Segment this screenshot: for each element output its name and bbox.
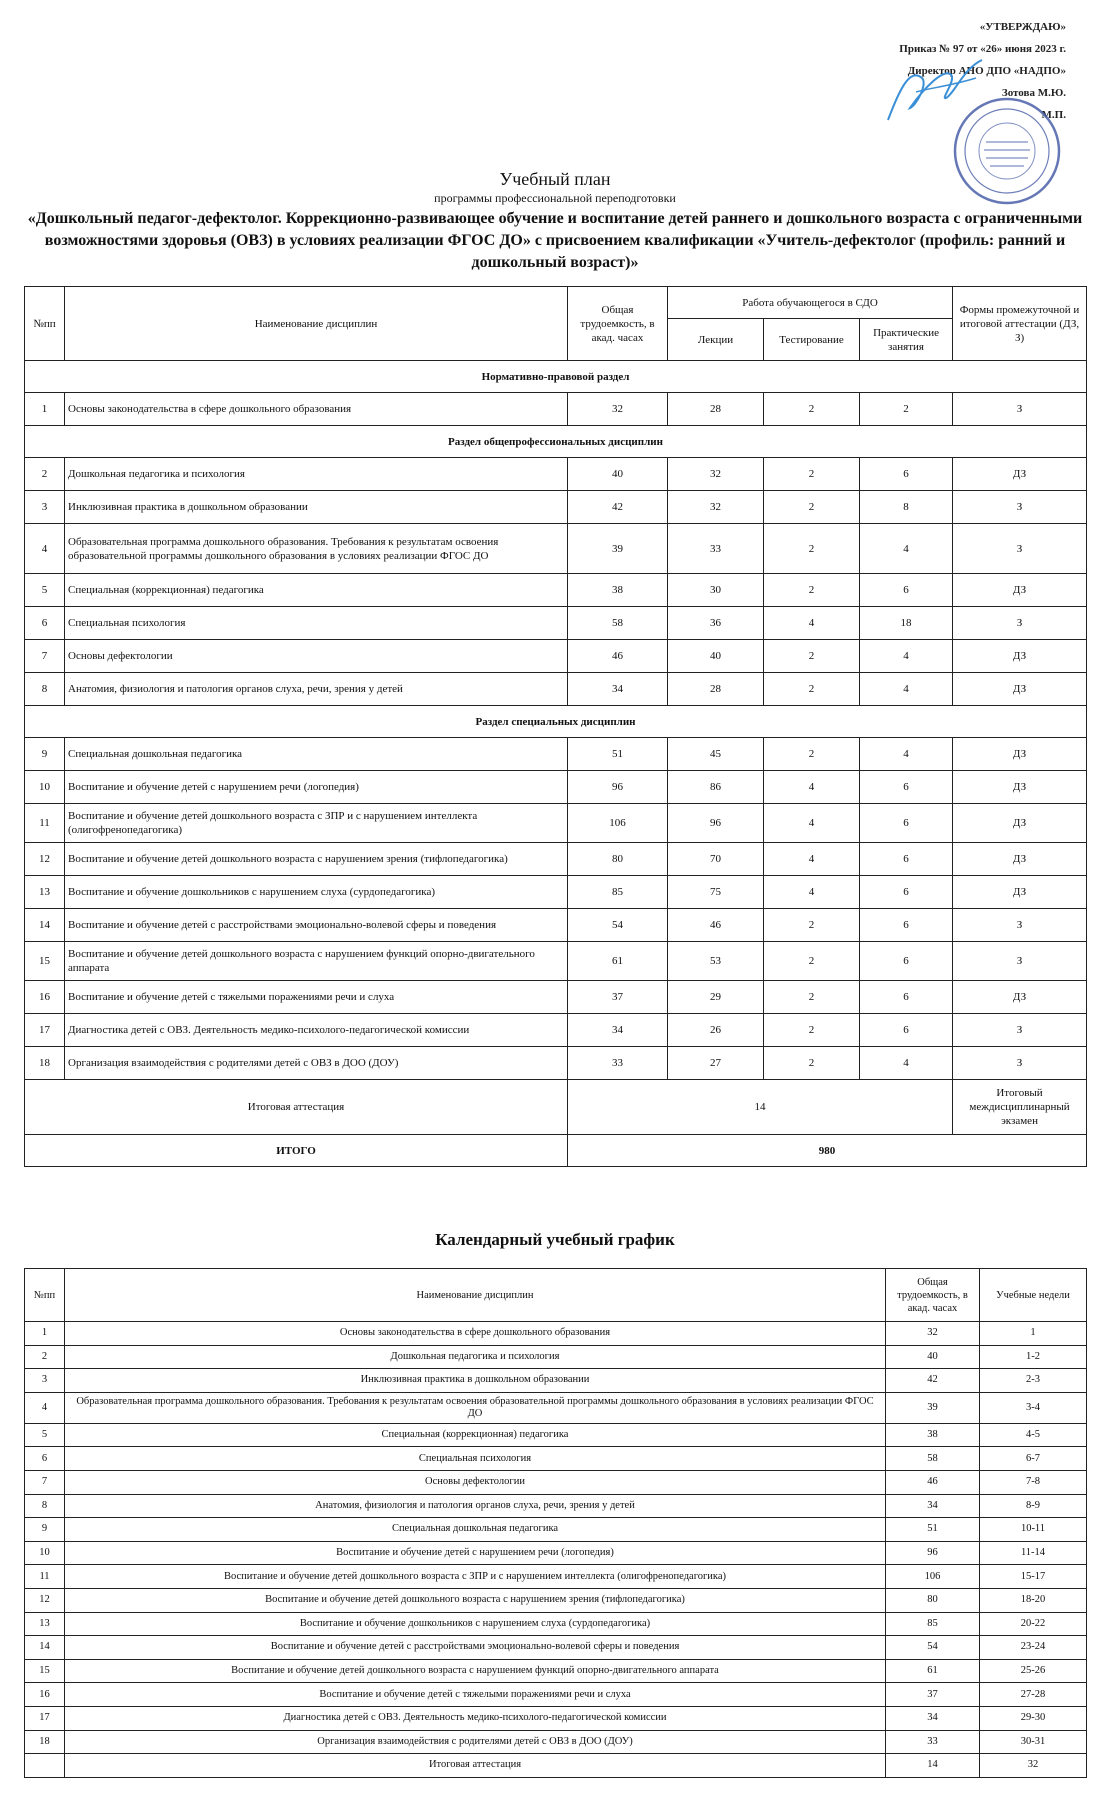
col-lectures-header: Лекции: [668, 319, 764, 361]
row-practice: 4: [860, 673, 953, 706]
final-hours: 14: [568, 1080, 953, 1135]
col-sdo-header: Работа обучающегося в СДО: [668, 287, 953, 319]
row-num: [25, 1754, 65, 1778]
row-name: Организация взаимодействия с родителями детей с ОВЗ в ДОО (ДОУ): [65, 1730, 886, 1754]
row-lectures: 30: [668, 574, 764, 607]
table-row: [25, 1541, 1087, 1565]
row-practice: 4: [860, 524, 953, 574]
row-practice: 6: [860, 876, 953, 909]
row-form: ДЗ: [953, 876, 1087, 909]
row-name: Основы законодательства в сфере дошкольного образования: [65, 1322, 886, 1346]
row-hours: 54: [886, 1636, 980, 1660]
row-weeks: 8-9: [980, 1494, 1087, 1518]
row-num: 2: [25, 1345, 65, 1369]
row-name: Инклюзивная практика в дошкольном образовании: [65, 1369, 886, 1393]
row-weeks: 4-5: [980, 1423, 1087, 1447]
row-practice: 4: [860, 640, 953, 673]
row-num: 1: [25, 393, 65, 426]
col-testing-header: Тестирование: [764, 319, 860, 361]
row-name: Специальная (коррекционная) педагогика: [65, 574, 568, 607]
row-name: Анатомия, физиология и патология органов слуха, речи, зрения у детей: [65, 1494, 886, 1518]
row-testing: 2: [764, 1014, 860, 1047]
row-lectures: 29: [668, 981, 764, 1014]
table-row: [25, 738, 1087, 771]
row-weeks: 27-28: [980, 1683, 1087, 1707]
row-hours: 46: [886, 1470, 980, 1494]
row-num: 13: [25, 1612, 65, 1636]
row-hours: 33: [886, 1730, 980, 1754]
table-row: [25, 1447, 1087, 1471]
row-hours: 40: [886, 1345, 980, 1369]
table-row: [25, 1730, 1087, 1754]
row-name: Организация взаимодействия с родителями детей с ОВЗ в ДОО (ДОУ): [65, 1047, 568, 1080]
total-label: ИТОГО: [25, 1135, 568, 1167]
row-hours: 32: [886, 1322, 980, 1346]
final-attestation-row: [25, 1754, 1087, 1778]
row-hours: 85: [886, 1612, 980, 1636]
row-testing: 2: [764, 524, 860, 574]
row-hours: 96: [886, 1541, 980, 1565]
row-lectures: 26: [668, 1014, 764, 1047]
row-testing: 2: [764, 738, 860, 771]
document-header: [24, 168, 1086, 274]
section-heading: Нормативно-правовой раздел: [25, 361, 1087, 393]
row-name: Итоговая аттестация: [65, 1754, 886, 1778]
row-num: 4: [25, 524, 65, 574]
row-testing: 4: [764, 843, 860, 876]
table-row: [25, 804, 1087, 843]
row-num: 2: [25, 458, 65, 491]
row-num: 13: [25, 876, 65, 909]
row-name: Воспитание и обучение дошкольников с нарушением слуха (сурдопедагогика): [65, 1612, 886, 1636]
row-form: ДЗ: [953, 673, 1087, 706]
section-heading: Раздел специальных дисциплин: [25, 706, 1087, 738]
row-testing: 2: [764, 574, 860, 607]
row-lectures: 70: [668, 843, 764, 876]
row-num: 10: [25, 1541, 65, 1565]
total-row: [25, 1135, 1087, 1167]
row-num: 9: [25, 738, 65, 771]
row-num: 15: [25, 1659, 65, 1683]
row-testing: 4: [764, 607, 860, 640]
row-num: 6: [25, 607, 65, 640]
row-lectures: 45: [668, 738, 764, 771]
row-hours: 106: [568, 804, 668, 843]
approval-name: Зотова М.Ю.: [1001, 87, 1066, 99]
row-form: З: [953, 393, 1087, 426]
row-name: Воспитание и обучение детей с нарушением речи (логопедия): [65, 771, 568, 804]
row-testing: 4: [764, 804, 860, 843]
row-form: ДЗ: [953, 804, 1087, 843]
row-name: Воспитание и обучение детей дошкольного возраста с нарушением функций опорно-двигательного аппарата: [65, 942, 568, 981]
row-name: Специальная психология: [65, 1447, 886, 1471]
row-num: 3: [25, 491, 65, 524]
row-hours: 42: [568, 491, 668, 524]
row-hours: 106: [886, 1565, 980, 1589]
row-testing: 2: [764, 942, 860, 981]
table-row: [25, 1470, 1087, 1494]
row-practice: 4: [860, 738, 953, 771]
row-num: 11: [25, 804, 65, 843]
row-weeks: 1: [980, 1322, 1087, 1346]
row-form: ДЗ: [953, 843, 1087, 876]
row-weeks: 23-24: [980, 1636, 1087, 1660]
row-num: 14: [25, 909, 65, 942]
final-attestation-row: [25, 1080, 1087, 1135]
row-weeks: 15-17: [980, 1565, 1087, 1589]
sched-col-name-header: Наименование дисциплин: [65, 1269, 886, 1322]
row-practice: 6: [860, 843, 953, 876]
row-num: 18: [25, 1730, 65, 1754]
row-name: Воспитание и обучение детей с расстройствами эмоционально-волевой сферы и поведения: [65, 909, 568, 942]
row-practice: 6: [860, 771, 953, 804]
col-num-header: №пп: [25, 287, 65, 361]
row-weeks: 20-22: [980, 1612, 1087, 1636]
row-hours: 39: [568, 524, 668, 574]
approval-mp: М.П.: [1041, 109, 1066, 121]
row-hours: 96: [568, 771, 668, 804]
table-row: [25, 524, 1087, 574]
document-subtitle: программы профессиональной переподготовки: [434, 191, 676, 205]
row-hours: 58: [568, 607, 668, 640]
row-lectures: 32: [668, 458, 764, 491]
row-name: Воспитание и обучение детей дошкольного возраста с ЗПР и с нарушением интеллекта (олигофренопедагогика): [65, 804, 568, 843]
row-lectures: 32: [668, 491, 764, 524]
table-row: [25, 1014, 1087, 1047]
table-row: [25, 1659, 1087, 1683]
row-testing: 2: [764, 981, 860, 1014]
row-num: 5: [25, 574, 65, 607]
row-practice: 4: [860, 1047, 953, 1080]
total-hours: 980: [568, 1135, 1087, 1167]
row-testing: 2: [764, 458, 860, 491]
row-name: Воспитание и обучение детей с нарушением речи (логопедия): [65, 1541, 886, 1565]
row-name: Воспитание и обучение детей с тяжелыми поражениями речи и слуха: [65, 981, 568, 1014]
row-form: ДЗ: [953, 574, 1087, 607]
table-row: [25, 1494, 1087, 1518]
row-lectures: 36: [668, 607, 764, 640]
final-label: Итоговая аттестация: [25, 1080, 568, 1135]
row-form: З: [953, 491, 1087, 524]
row-practice: 6: [860, 804, 953, 843]
table-row: [25, 1392, 1087, 1423]
row-num: 11: [25, 1565, 65, 1589]
row-hours: 80: [886, 1588, 980, 1612]
row-num: 12: [25, 1588, 65, 1612]
row-hours: 34: [568, 1014, 668, 1047]
row-practice: 6: [860, 1014, 953, 1047]
sched-col-num-header: №пп: [25, 1269, 65, 1322]
row-form: З: [953, 524, 1087, 574]
table-row: [25, 458, 1087, 491]
row-hours: 80: [568, 843, 668, 876]
row-hours: 51: [886, 1518, 980, 1542]
row-lectures: 53: [668, 942, 764, 981]
table-row: [25, 1565, 1087, 1589]
row-testing: 4: [764, 876, 860, 909]
row-num: 16: [25, 1683, 65, 1707]
row-testing: 4: [764, 771, 860, 804]
sched-col-hours-header: Общая трудоемкость, в акад. часах: [886, 1269, 980, 1322]
row-form: ДЗ: [953, 458, 1087, 491]
row-hours: 42: [886, 1369, 980, 1393]
row-num: 4: [25, 1392, 65, 1423]
row-hours: 14: [886, 1754, 980, 1778]
row-practice: 6: [860, 942, 953, 981]
row-weeks: 29-30: [980, 1706, 1087, 1730]
row-hours: 54: [568, 909, 668, 942]
row-num: 8: [25, 673, 65, 706]
row-lectures: 46: [668, 909, 764, 942]
row-form: ДЗ: [953, 640, 1087, 673]
table-row: [25, 981, 1087, 1014]
row-num: 8: [25, 1494, 65, 1518]
row-lectures: 75: [668, 876, 764, 909]
row-form: З: [953, 942, 1087, 981]
row-name: Воспитание и обучение дошкольников с нарушением слуха (сурдопедагогика): [65, 876, 568, 909]
row-weeks: 18-20: [980, 1588, 1087, 1612]
row-hours: 51: [568, 738, 668, 771]
row-hours: 34: [886, 1494, 980, 1518]
table-row: [25, 640, 1087, 673]
approval-order: Приказ № 97 от «26» июня 2023 г.: [899, 43, 1066, 55]
row-form: ДЗ: [953, 738, 1087, 771]
row-hours: 85: [568, 876, 668, 909]
table-row: [25, 673, 1087, 706]
row-name: Воспитание и обучение детей дошкольного возраста с ЗПР и с нарушением интеллекта (олигофренопедагогика): [65, 1565, 886, 1589]
row-form: ДЗ: [953, 771, 1087, 804]
row-weeks: 11-14: [980, 1541, 1087, 1565]
row-name: Специальная дошкольная педагогика: [65, 738, 568, 771]
row-weeks: 10-11: [980, 1518, 1087, 1542]
row-weeks: 2-3: [980, 1369, 1087, 1393]
row-weeks: 25-26: [980, 1659, 1087, 1683]
row-testing: 2: [764, 673, 860, 706]
row-testing: 2: [764, 640, 860, 673]
row-practice: 6: [860, 574, 953, 607]
table-row: [25, 771, 1087, 804]
col-forms-header: Формы промежуточной и итоговой аттестации (ДЗ, З): [953, 287, 1087, 361]
row-testing: 2: [764, 1047, 860, 1080]
row-form: З: [953, 607, 1087, 640]
section-heading: Раздел общепрофессиональных дисциплин: [25, 426, 1087, 458]
row-weeks: 32: [980, 1754, 1087, 1778]
table-row: [25, 393, 1087, 426]
row-testing: 2: [764, 491, 860, 524]
row-practice: 2: [860, 393, 953, 426]
row-practice: 8: [860, 491, 953, 524]
row-name: Основы дефектологии: [65, 640, 568, 673]
row-hours: 32: [568, 393, 668, 426]
sched-col-weeks-header: Учебные недели: [980, 1269, 1087, 1322]
row-num: 1: [25, 1322, 65, 1346]
table-row: [25, 1518, 1087, 1542]
program-title: «Дошкольный педагог-дефектолог. Коррекционно-развивающее обучение и воспитание детей раннего и дошкольного возраста с ограниченными возможностями здоровья (ОВЗ) в условиях реализации ФГОС ДО» с присвоением квалификации «Учитель-дефектолог (профиль: ранний и дошкольный возраст)»: [27, 210, 1083, 271]
row-practice: 18: [860, 607, 953, 640]
table-row: [25, 876, 1087, 909]
row-name: Диагностика детей с ОВЗ. Деятельность медико-психолого-педагогической комиссии: [65, 1706, 886, 1730]
row-num: 7: [25, 1470, 65, 1494]
table-row: [25, 1322, 1087, 1346]
row-name: Воспитание и обучение детей с тяжелыми поражениями речи и слуха: [65, 1683, 886, 1707]
row-name: Инклюзивная практика в дошкольном образовании: [65, 491, 568, 524]
table-row: [25, 1369, 1087, 1393]
row-num: 18: [25, 1047, 65, 1080]
row-num: 7: [25, 640, 65, 673]
row-num: 10: [25, 771, 65, 804]
row-name: Диагностика детей с ОВЗ. Деятельность медико-психолого-педагогической комиссии: [65, 1014, 568, 1047]
row-lectures: 96: [668, 804, 764, 843]
row-lectures: 40: [668, 640, 764, 673]
col-name-header: Наименование дисциплин: [65, 287, 568, 361]
table-row: [25, 1612, 1087, 1636]
row-num: 15: [25, 942, 65, 981]
row-num: 17: [25, 1014, 65, 1047]
row-weeks: 7-8: [980, 1470, 1087, 1494]
row-name: Воспитание и обучение детей дошкольного возраста с нарушением зрения (тифлопедагогика): [65, 1588, 886, 1612]
row-form: З: [953, 1047, 1087, 1080]
row-hours: 33: [568, 1047, 668, 1080]
row-name: Специальная психология: [65, 607, 568, 640]
table-row: [25, 1345, 1087, 1369]
table-row: [25, 1636, 1087, 1660]
row-hours: 37: [886, 1683, 980, 1707]
row-weeks: 3-4: [980, 1392, 1087, 1423]
row-hours: 61: [568, 942, 668, 981]
row-name: Основы законодательства в сфере дошкольного образования: [65, 393, 568, 426]
row-hours: 34: [568, 673, 668, 706]
table-row: [25, 1423, 1087, 1447]
row-name: Образовательная программа дошкольного образования. Требования к результатам освоения образовательной программы дошкольного образования в условиях реализации ФГОС ДО: [65, 524, 568, 574]
row-hours: 37: [568, 981, 668, 1014]
approval-director: Директор АНО ДПО «НАДПО»: [907, 65, 1066, 77]
row-practice: 6: [860, 981, 953, 1014]
row-name: Образовательная программа дошкольного образования. Требования к результатам освоения образовательной программы дошкольного образования в условиях реализации ФГОС ДО: [65, 1392, 886, 1423]
row-name: Воспитание и обучение детей дошкольного возраста с нарушением зрения (тифлопедагогика): [65, 843, 568, 876]
row-num: 3: [25, 1369, 65, 1393]
table-row: [25, 942, 1087, 981]
row-form: З: [953, 1014, 1087, 1047]
row-name: Специальная (коррекционная) педагогика: [65, 1423, 886, 1447]
row-num: 5: [25, 1423, 65, 1447]
table-row: [25, 574, 1087, 607]
row-hours: 38: [568, 574, 668, 607]
row-hours: 58: [886, 1447, 980, 1471]
row-weeks: 30-31: [980, 1730, 1087, 1754]
row-name: Воспитание и обучение детей дошкольного возраста с нарушением функций опорно-двигательного аппарата: [65, 1659, 886, 1683]
table-row: [25, 1047, 1087, 1080]
table-row: [25, 491, 1087, 524]
row-num: 9: [25, 1518, 65, 1542]
row-practice: 6: [860, 458, 953, 491]
row-lectures: 33: [668, 524, 764, 574]
row-testing: 2: [764, 909, 860, 942]
col-practice-header: Практические занятия: [860, 319, 953, 361]
schedule-table: [24, 1268, 1087, 1778]
row-num: 6: [25, 1447, 65, 1471]
table-row: [25, 1706, 1087, 1730]
row-hours: 34: [886, 1706, 980, 1730]
row-form: З: [953, 909, 1087, 942]
schedule-title: Календарный учебный график: [435, 1230, 675, 1249]
row-name: Специальная дошкольная педагогика: [65, 1518, 886, 1542]
row-weeks: 6-7: [980, 1447, 1087, 1471]
row-name: Основы дефектологии: [65, 1470, 886, 1494]
table-row: [25, 909, 1087, 942]
approval-heading: «УТВЕРЖДАЮ»: [979, 21, 1066, 33]
col-hours-header: Общая трудоемкость, в акад. часах: [568, 287, 668, 361]
row-lectures: 28: [668, 393, 764, 426]
row-num: 16: [25, 981, 65, 1014]
row-hours: 46: [568, 640, 668, 673]
row-name: Воспитание и обучение детей с расстройствами эмоционально-волевой сферы и поведения: [65, 1636, 886, 1660]
row-form: ДЗ: [953, 981, 1087, 1014]
row-hours: 39: [886, 1392, 980, 1423]
row-num: 12: [25, 843, 65, 876]
row-hours: 61: [886, 1659, 980, 1683]
table-row: [25, 1588, 1087, 1612]
row-weeks: 1-2: [980, 1345, 1087, 1369]
table-row: [25, 607, 1087, 640]
row-hours: 40: [568, 458, 668, 491]
final-form: Итоговый междисциплинарный экзамен: [953, 1080, 1087, 1135]
row-hours: 38: [886, 1423, 980, 1447]
row-lectures: 28: [668, 673, 764, 706]
row-num: 17: [25, 1706, 65, 1730]
curriculum-table: [24, 286, 1087, 1167]
row-name: Анатомия, физиология и патология органов слуха, речи, зрения у детей: [65, 673, 568, 706]
row-testing: 2: [764, 393, 860, 426]
document-title: Учебный план: [499, 169, 611, 189]
row-practice: 6: [860, 909, 953, 942]
row-lectures: 27: [668, 1047, 764, 1080]
table-row: [25, 843, 1087, 876]
row-name: Дошкольная педагогика и психология: [65, 458, 568, 491]
row-name: Дошкольная педагогика и психология: [65, 1345, 886, 1369]
table-row: [25, 1683, 1087, 1707]
row-lectures: 86: [668, 771, 764, 804]
row-num: 14: [25, 1636, 65, 1660]
